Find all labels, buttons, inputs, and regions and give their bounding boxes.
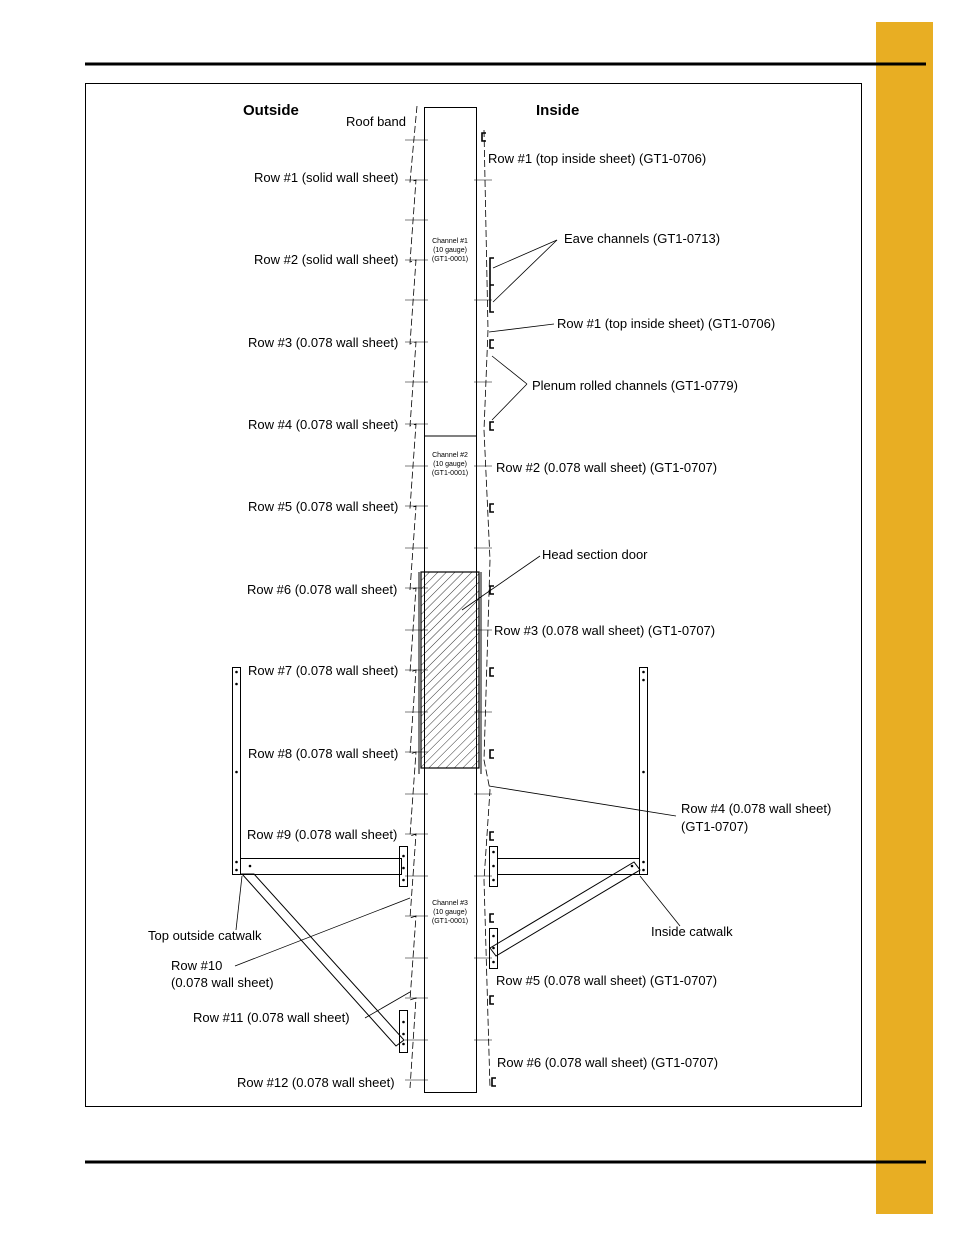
outside-row-4-label: Row #4 (0.078 wall sheet): [248, 417, 399, 432]
outside-heading: Outside: [243, 102, 299, 119]
inside-labels: [488, 151, 831, 1070]
eave-channels-label: Eave channels (GT1-0713): [564, 231, 721, 246]
svg-text:Channel #2: Channel #2: [432, 452, 468, 459]
inside-row-2-label: Row #2 (0.078 wall sheet) (GT1-0707): [496, 460, 718, 475]
inside-heading: Inside: [536, 102, 580, 119]
svg-text:(10 gauge): (10 gauge): [433, 247, 467, 254]
outside-labels: [148, 114, 406, 1090]
channel-2-label: [432, 452, 468, 477]
channel-1-label: [432, 238, 468, 263]
roof-band-label: Roof band: [346, 114, 406, 129]
plenum-rolled-channels-label: Plenum rolled channels (GT1-0779): [532, 378, 738, 393]
outside-row-5-label: Row #5 (0.078 wall sheet): [248, 499, 399, 514]
inside-row-4-label: Row #4 (0.078 wall sheet): [681, 801, 832, 816]
inside-catwalk: [490, 668, 648, 969]
outside-row-8-label: Row #8 (0.078 wall sheet): [248, 746, 399, 761]
inside-row-4-part-label: (GT1-0707): [681, 819, 749, 834]
head-section-door: [419, 572, 481, 774]
inside-row-6-label: Row #6 (0.078 wall sheet) (GT1-0707): [497, 1055, 719, 1070]
outside-row-3-label: Row #3 (0.078 wall sheet): [248, 335, 399, 350]
outside-row-11-label: Row #11 (0.078 wall sheet): [193, 1010, 350, 1025]
eave-channel-bracket: [490, 258, 494, 312]
outside-catwalk: [233, 668, 408, 1053]
svg-text:Channel #1: Channel #1: [432, 238, 468, 245]
svg-text:(GT1-0001): (GT1-0001): [431, 470, 469, 477]
svg-text:(GT1-0001): (GT1-0001): [431, 256, 469, 263]
channel-3-label: [432, 900, 468, 925]
svg-text:(GT1-0001): (GT1-0001): [431, 918, 469, 925]
outside-row-6-label: Row #6 (0.078 wall sheet): [247, 582, 398, 597]
accent-tab: [876, 22, 933, 1214]
svg-text:Channel #3: Channel #3: [432, 900, 468, 907]
outside-row-1-label: Row #1 (solid wall sheet): [254, 170, 399, 185]
outside-row-12-label: Row #12 (0.078 wall sheet): [237, 1075, 395, 1090]
top-outside-catwalk-label: Top outside catwalk: [148, 928, 262, 943]
outside-row-10-label: Row #10: [171, 958, 223, 973]
outside-row-2-label: Row #2 (solid wall sheet): [254, 252, 399, 267]
inside-row-1-top-label: Row #1 (top inside sheet) (GT1-0706): [488, 151, 707, 166]
inside-row-1-second-label: Row #1 (top inside sheet) (GT1-0706): [557, 316, 776, 331]
inside-catwalk-label: Inside catwalk: [651, 924, 733, 939]
inside-row-5-label: Row #5 (0.078 wall sheet) (GT1-0707): [496, 973, 718, 988]
head-section-door-label: Head section door: [542, 547, 648, 562]
outside-row-10-sub-label: (0.078 wall sheet): [171, 975, 274, 990]
outside-row-9-label: Row #9 (0.078 wall sheet): [247, 827, 398, 842]
svg-text:(10 gauge): (10 gauge): [433, 461, 467, 468]
outside-row-7-label: Row #7 (0.078 wall sheet): [248, 663, 399, 678]
svg-text:(10 gauge): (10 gauge): [433, 909, 467, 916]
inside-row-3-label: Row #3 (0.078 wall sheet) (GT1-0707): [494, 623, 716, 638]
